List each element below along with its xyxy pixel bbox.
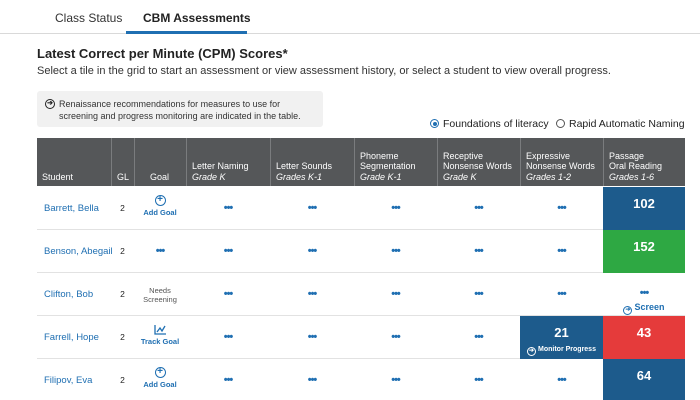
score-value: 64: [636, 368, 652, 383]
column-header-grade: Grades K-1: [276, 172, 323, 182]
passage-oral-reading-tile[interactable]: [603, 359, 685, 400]
track-goal-button[interactable]: [134, 316, 186, 359]
column-header-label: Passage: [609, 151, 645, 161]
letter-sounds-tile[interactable]: •••: [307, 245, 317, 257]
letter-naming-tile[interactable]: •••: [223, 288, 233, 300]
table-header: [37, 138, 685, 186]
tab-class-status[interactable]: Class Status: [55, 11, 123, 25]
add-circle-icon: +: [155, 195, 166, 206]
expressive-nonsense-words-tile[interactable]: •••: [557, 374, 566, 386]
score-value: 152: [633, 239, 655, 254]
goal-label: Add Goal: [143, 208, 177, 217]
radio-selected-icon: [430, 119, 439, 128]
options-dots: •••: [639, 287, 649, 299]
arrow-circle-icon: ➔: [529, 348, 535, 354]
radio-rapid-automatic-naming[interactable]: [556, 118, 685, 130]
tab-cbm-assessments[interactable]: CBM Assessments: [143, 11, 251, 25]
phoneme-segmentation-tile[interactable]: •••: [391, 288, 400, 300]
column-header-label: Letter Naming: [192, 161, 249, 171]
radio-label: Foundations of literacy: [443, 118, 549, 130]
active-tab-indicator: [126, 31, 247, 34]
page-subtitle: Select a tile in the grid to start an assessment or view assessment history, or select a student to view overall progress.: [37, 65, 611, 77]
receptive-nonsense-words-tile[interactable]: •••: [474, 288, 483, 300]
arrow-circle-icon: ➔: [625, 307, 631, 313]
letter-naming-tile[interactable]: •••: [223, 331, 233, 343]
goal-status-line-2: Screening: [143, 295, 177, 304]
column-header-label: Student: [42, 172, 74, 182]
column-header-label: Letter Sounds: [276, 161, 333, 171]
phoneme-segmentation-tile[interactable]: •••: [391, 374, 400, 386]
goal-status-line-1: Needs: [149, 286, 171, 295]
page-title: Latest Correct per Minute (CPM) Scores*: [37, 46, 288, 61]
letter-sounds-tile[interactable]: •••: [307, 202, 317, 214]
student-link[interactable]: Clifton, Bob: [44, 289, 94, 300]
table-row: [37, 230, 685, 273]
expressive-nonsense-words-tile[interactable]: •••: [557, 288, 566, 300]
goal-label: Add Goal: [143, 380, 177, 389]
grade-level: 2: [120, 375, 125, 385]
table-row: [37, 187, 685, 230]
passage-oral-reading-screen-tile[interactable]: [603, 273, 685, 316]
grade-level: 2: [120, 289, 125, 299]
column-header-phoneme-segmentation: [354, 138, 437, 186]
radio-unselected-icon: [556, 119, 565, 128]
score-value: 102: [633, 196, 655, 211]
trend-chart-icon: [154, 324, 167, 335]
letter-naming-tile[interactable]: •••: [223, 245, 233, 257]
column-header-letter-sounds: [270, 138, 354, 186]
radio-label: Rapid Automatic Naming: [569, 118, 685, 130]
student-link[interactable]: Barrett, Bella: [44, 203, 99, 214]
column-header-grade: Grades 1-6: [609, 172, 655, 182]
student-link[interactable]: Farrell, Hope: [44, 332, 99, 343]
column-header-grade: Grade K: [443, 172, 477, 182]
expressive-nonsense-words-tile[interactable]: [520, 316, 603, 359]
passage-oral-reading-tile[interactable]: [603, 316, 685, 359]
passage-oral-reading-tile[interactable]: [603, 187, 685, 230]
table-row: [37, 316, 685, 359]
monitor-progress-button[interactable]: [520, 346, 603, 356]
grade-level: 2: [120, 246, 125, 256]
monitor-progress-label: Monitor Progress: [538, 346, 596, 353]
student-link[interactable]: Filipov, Eva: [44, 375, 93, 386]
info-text: Renaissance recommendations for measures to use for screening and progress monitoring are indicated in the table.: [59, 99, 301, 121]
column-header-label: Receptive: [443, 151, 484, 161]
column-header-passage-oral-reading: [603, 138, 685, 186]
add-circle-icon: +: [155, 367, 166, 378]
expressive-nonsense-words-tile[interactable]: •••: [557, 202, 566, 214]
goal-options-button[interactable]: •••: [155, 245, 165, 257]
add-goal-button[interactable]: [134, 359, 186, 400]
letter-sounds-tile[interactable]: •••: [307, 331, 317, 343]
goal-label: Track Goal: [140, 337, 180, 346]
column-header-expressive-nonsense-words: [520, 138, 603, 186]
radio-foundations-of-literacy[interactable]: [430, 118, 549, 130]
receptive-nonsense-words-tile[interactable]: •••: [474, 245, 483, 257]
score-value: 21: [554, 325, 569, 340]
phoneme-segmentation-tile[interactable]: •••: [391, 245, 400, 257]
letter-naming-tile[interactable]: •••: [223, 374, 233, 386]
score-value: 43: [636, 325, 652, 340]
column-header-label-2: Segmentation: [360, 161, 416, 171]
letter-sounds-tile[interactable]: •••: [307, 288, 317, 300]
column-header-label-2: Oral Reading: [609, 161, 663, 171]
column-header-grade: Grade K: [192, 172, 226, 182]
add-goal-button[interactable]: [134, 187, 186, 230]
column-header-grade: Grades 1-2: [526, 172, 572, 182]
column-header-gl: [111, 138, 134, 186]
screen-label: Screen: [634, 302, 665, 312]
table-row: [37, 359, 685, 400]
receptive-nonsense-words-tile[interactable]: •••: [474, 331, 483, 343]
column-header-label: GL: [117, 172, 130, 182]
column-header-label-2: Nonsense Words: [443, 161, 512, 171]
column-header-letter-naming: [186, 138, 270, 186]
info-box: [37, 91, 323, 127]
column-header-label: Phoneme: [360, 151, 399, 161]
column-header-goal: [134, 138, 186, 186]
letter-sounds-tile[interactable]: •••: [307, 374, 317, 386]
passage-oral-reading-tile[interactable]: [603, 230, 685, 273]
column-header-grade: Grade K-1: [360, 172, 402, 182]
table-row: [37, 273, 685, 316]
column-header-receptive-nonsense-words: [437, 138, 520, 186]
needs-screening-label: [134, 273, 186, 316]
receptive-nonsense-words-tile[interactable]: •••: [474, 374, 483, 386]
arrow-circle-icon: ➔: [45, 99, 55, 109]
column-header-label-2: Nonsense Words: [526, 161, 595, 171]
grade-level: 2: [120, 203, 125, 213]
column-header-label: Goal: [150, 172, 170, 182]
phoneme-segmentation-tile[interactable]: •••: [391, 331, 400, 343]
column-header-label: Expressive: [526, 151, 571, 161]
grade-level: 2: [120, 332, 125, 342]
student-link[interactable]: Benson, Abegail: [44, 246, 113, 257]
column-header-student: [37, 138, 111, 186]
screen-button[interactable]: [603, 302, 685, 315]
letter-naming-tile[interactable]: •••: [223, 202, 233, 214]
tab-bar: [0, 0, 700, 34]
expressive-nonsense-words-tile[interactable]: •••: [557, 245, 566, 257]
phoneme-segmentation-tile[interactable]: •••: [391, 202, 400, 214]
receptive-nonsense-words-tile[interactable]: •••: [474, 202, 483, 214]
